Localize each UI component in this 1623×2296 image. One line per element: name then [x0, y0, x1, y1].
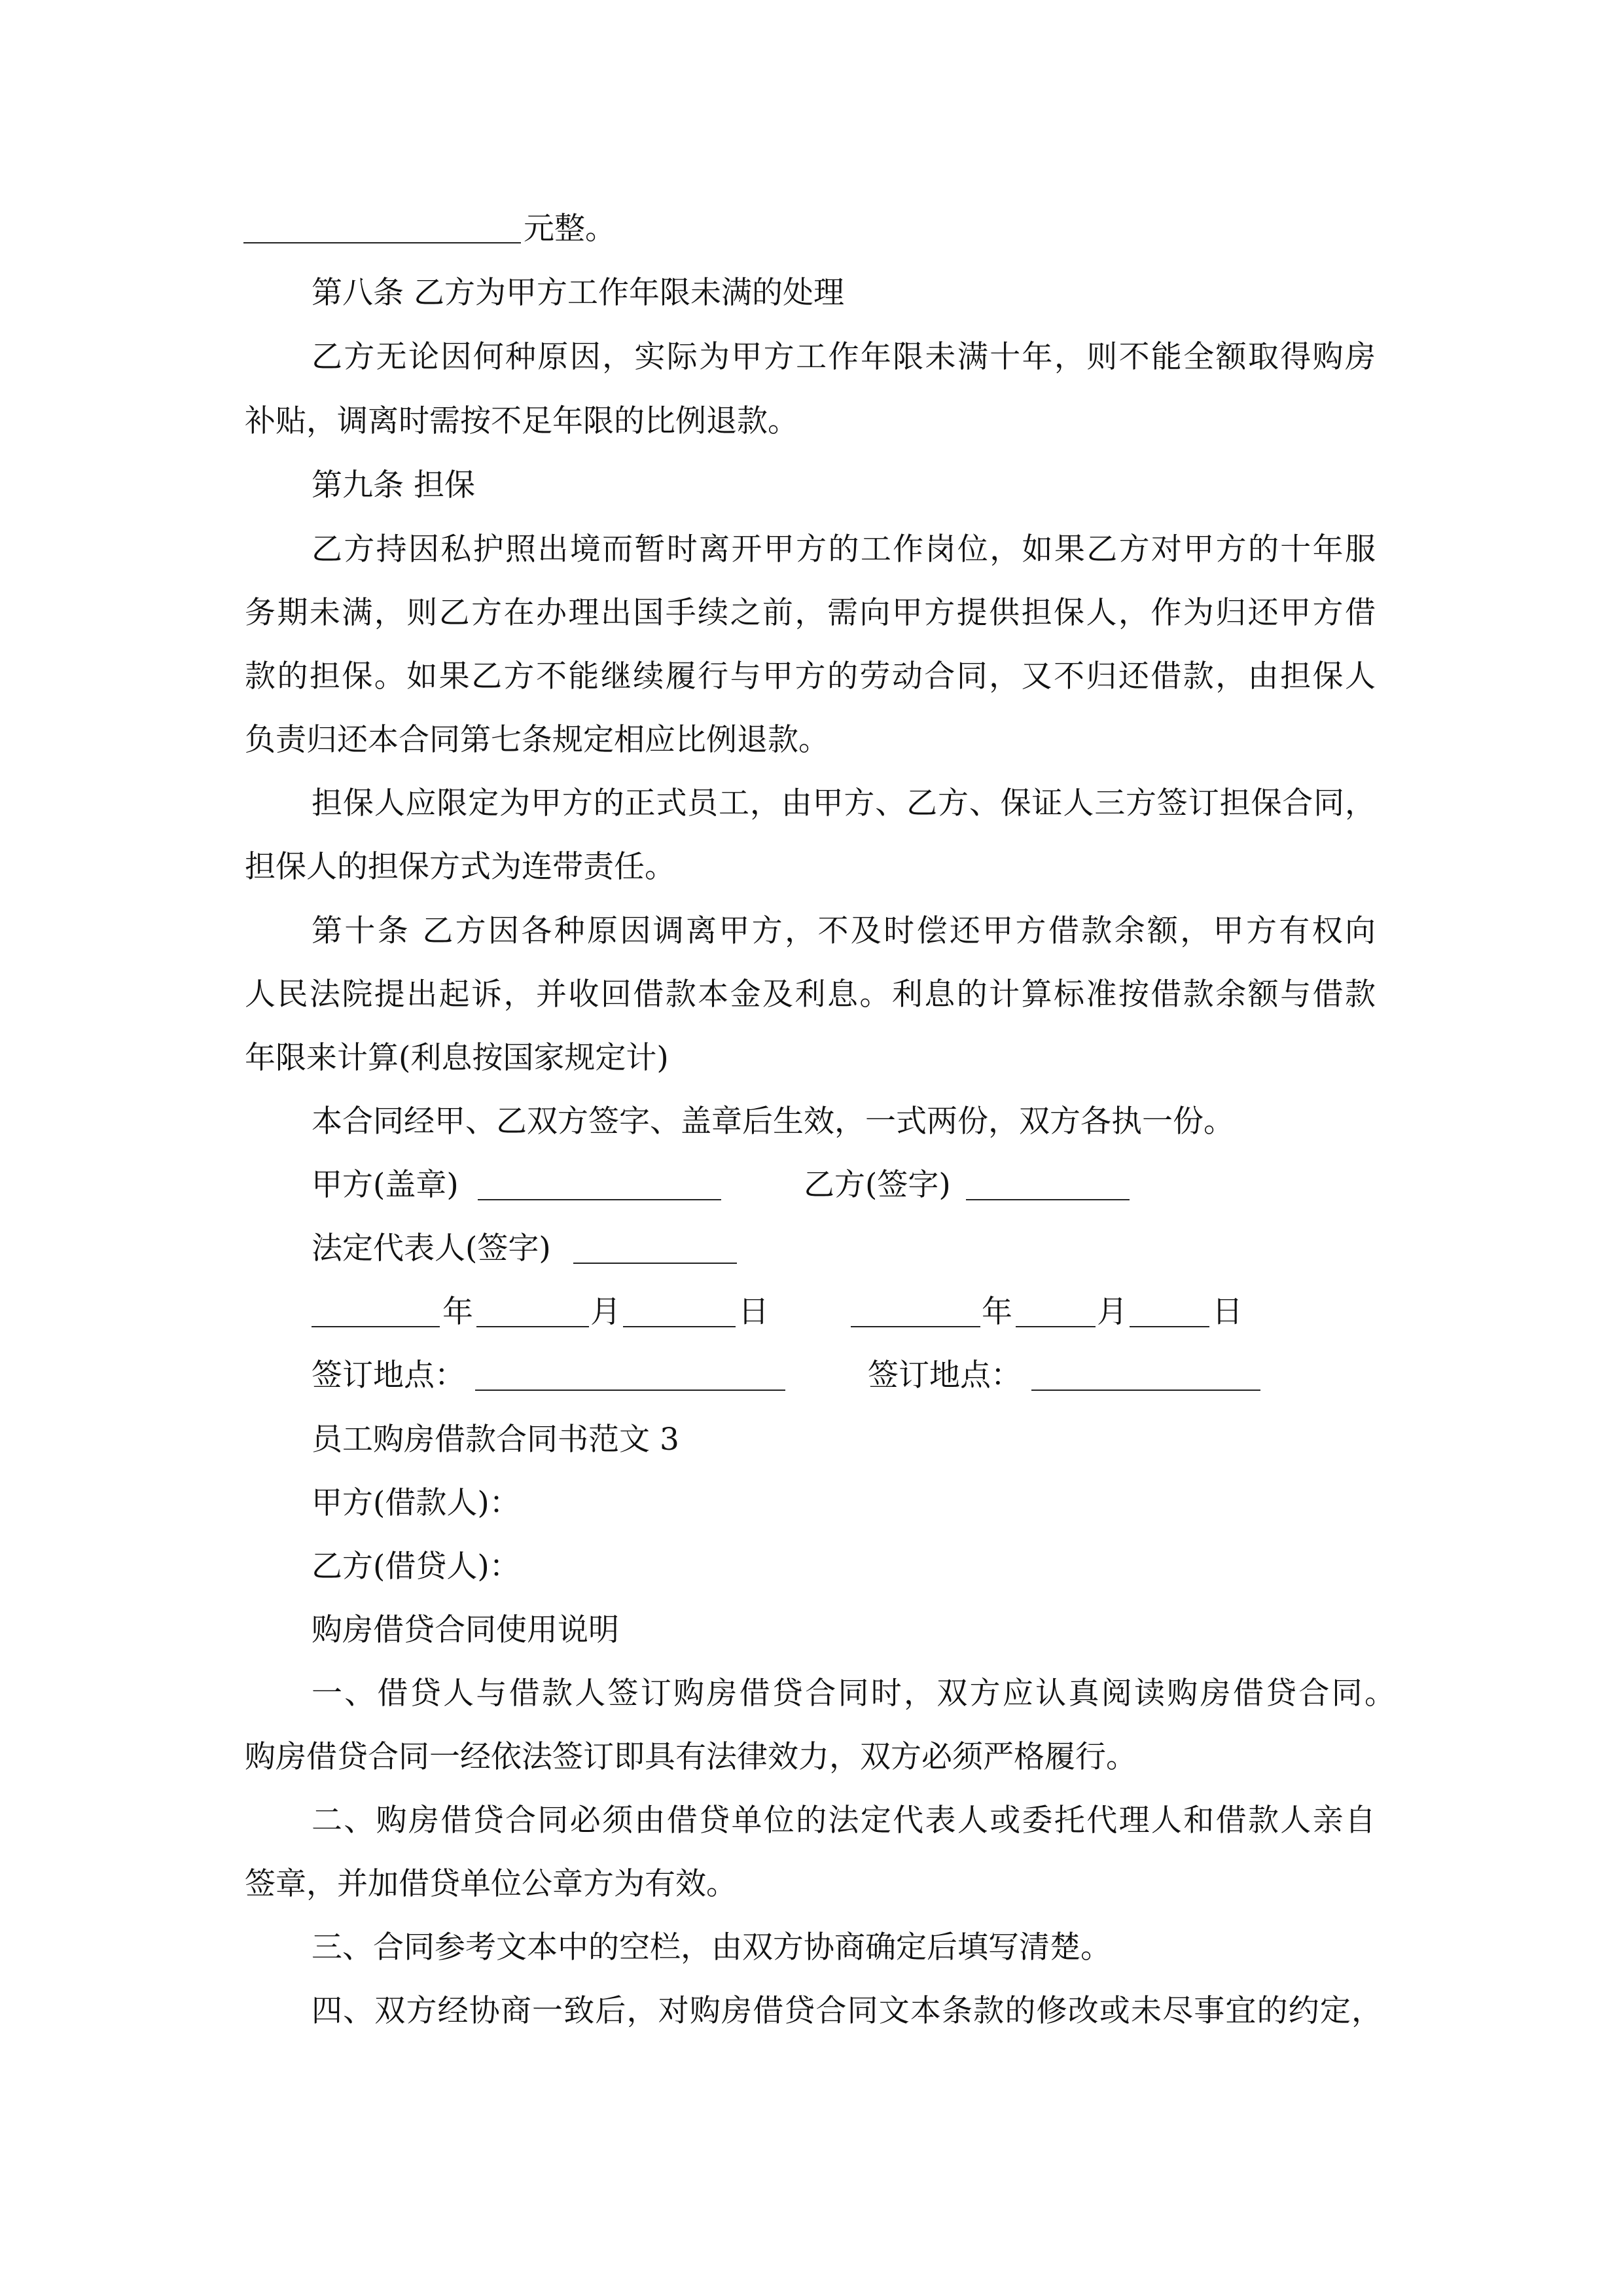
article9-para-line: 款的担保。如果乙方不能继续履行与甲方的劳动合同，又不归还借款，由担保人 — [245, 658, 1376, 694]
instruction-line: 四、双方经协商一致后，对购房借贷合同文本条款的修改或未尽事宜的约定， — [312, 1993, 1382, 2029]
article10-para-line: 第十条 乙方因各种原因调离甲方，不及时偿还甲方借款余额，甲方有权向 — [312, 913, 1376, 949]
legal-rep-blank — [573, 1263, 737, 1264]
party-a-year-blank — [312, 1326, 440, 1327]
instruction-line: 一、借贷人与借款人签订购房借贷合同时，双方应认真阅读购房借贷合同。 — [312, 1676, 1395, 1712]
article9-para-line: 乙方持因私护照出境而暂时离开甲方的工作岗位，如果乙方对甲方的十年服 — [312, 531, 1376, 567]
sample3-title: 员工购房借款合同书范文 3 — [312, 1422, 679, 1458]
article9-para-line: 务期未满，则乙方在办理出国手续之前，需向甲方提供担保人，作为归还甲方借 — [245, 595, 1376, 631]
amount-tail: 元整。 — [524, 211, 616, 247]
party-b-day-blank — [1130, 1326, 1209, 1327]
instruction-line: 签章，并加借贷单位公章方为有效。 — [245, 1866, 737, 1902]
article10-para-line: 人民法院提出起诉，并收回借款本金及利息。利息的计算标准按借款余额与借款 — [245, 977, 1376, 1013]
instructions-title: 购房借贷合同使用说明 — [312, 1612, 619, 1648]
party-b-month-label: 月 — [1097, 1294, 1128, 1330]
party-b-day-label: 日 — [1212, 1294, 1243, 1330]
party-a-month-blank — [476, 1326, 589, 1327]
article9-para-line: 担保人的担保方式为连带责任。 — [245, 849, 675, 885]
party-a-month-label: 月 — [590, 1294, 621, 1330]
party-a-place-blank — [475, 1390, 785, 1391]
party-b-place-blank — [1031, 1390, 1260, 1391]
article10-para-line: 年限来计算(利息按国家规定计) — [245, 1040, 669, 1076]
effect-clause: 本合同经甲、乙双方签字、盖章后生效，一式两份，双方各执一份。 — [312, 1103, 1234, 1139]
article8-para-line: 乙方无论因何种原因，实际为甲方工作年限未满十年，则不能全额取得购房 — [312, 339, 1376, 375]
party-a-day-label: 日 — [738, 1294, 769, 1330]
instruction-line: 购房借贷合同一经依法签订即具有法律效力，双方必须严格履行。 — [245, 1739, 1137, 1775]
sample3-lender: 甲方(借款人)： — [312, 1485, 520, 1521]
sample3-borrower: 乙方(借贷人)： — [312, 1549, 520, 1585]
instruction-line: 三、合同参考文本中的空栏，由双方协商确定后填写清楚。 — [312, 1929, 1111, 1965]
legal-rep-label: 法定代表人(签字) — [312, 1230, 551, 1266]
party-b-year-label: 年 — [982, 1294, 1012, 1330]
party-a-place-label: 签订地点： — [312, 1357, 465, 1393]
party-a-year-label: 年 — [442, 1294, 473, 1330]
party-a-day-blank — [623, 1326, 736, 1327]
article9-heading: 第九条 担保 — [312, 467, 475, 503]
article8-para-line: 补贴，调离时需按不足年限的比例退款。 — [245, 403, 798, 439]
amount-blank — [243, 242, 521, 243]
party-a-seal-label: 甲方(盖章) — [312, 1167, 459, 1203]
party-b-place-label: 签订地点： — [868, 1357, 1022, 1393]
article9-para-line: 担保人应限定为甲方的正式员工，由甲方、乙方、保证人三方签订担保合同， — [312, 785, 1376, 821]
party-b-sign-label: 乙方(签字) — [804, 1167, 951, 1203]
article8-heading: 第八条 乙方为甲方工作年限未满的处理 — [312, 275, 844, 311]
party-b-month-blank — [1016, 1326, 1096, 1327]
party-a-seal-blank — [478, 1199, 721, 1200]
article9-para-line: 负责归还本合同第七条规定相应比例退款。 — [245, 722, 829, 758]
party-b-sign-blank — [966, 1199, 1130, 1200]
party-b-year-blank — [851, 1326, 980, 1327]
instruction-line: 二、购房借贷合同必须由借贷单位的法定代表人或委托代理人和借款人亲自 — [312, 1803, 1376, 1839]
